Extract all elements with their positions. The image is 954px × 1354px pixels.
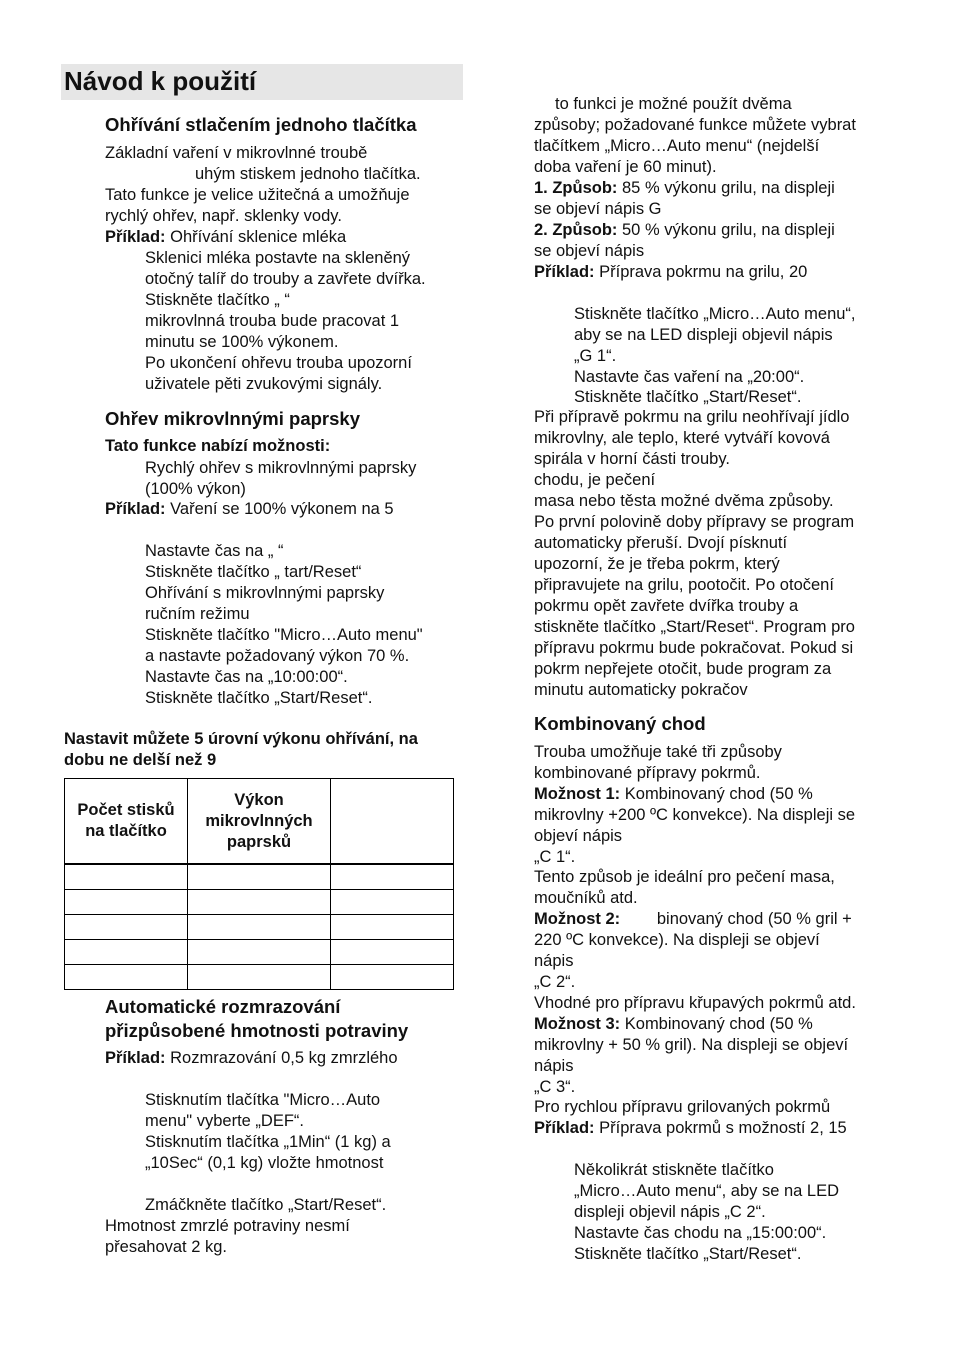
paragraph-line: Pro rychlou přípravu grilovaných pokrmů [534, 1098, 831, 1116]
step-line: Nastavte čas na „ “ [145, 542, 284, 560]
example-line [534, 262, 807, 283]
paragraph-line: mikrovlny, ale teplo, které vytváří kovová [534, 429, 830, 447]
step-line: Stiskněte tlačítko „ tart/Reset“ [145, 563, 362, 581]
step-line: Několikrát stiskněte tlačítko [574, 1161, 774, 1179]
way-label: 2. Způsob: [534, 221, 618, 239]
step-line: Po ukončení ohřevu trouba upozorní [145, 354, 412, 372]
paragraph-line: doba vaření je 60 minut). [534, 158, 717, 176]
paragraph-line: způsoby; požadované funkce můžete vybrat [534, 116, 856, 134]
step-line: Zmáčkněte tlačítko „Start/Reset“. [145, 1196, 387, 1214]
table-cell [331, 965, 454, 990]
table-cell [188, 965, 331, 990]
step-line: mikrovlnná trouba bude pracovat 1 [145, 312, 400, 330]
step-line: minutu se 100% výkonem. [145, 333, 339, 351]
step-line: Stiskněte tlačítko "Micro…Auto menu" [145, 626, 423, 644]
paragraph-line: Tato funkce je velice užitečná a umožňuje [105, 186, 410, 204]
option-label: Možnost 2: [534, 910, 621, 928]
table-cell [65, 940, 188, 965]
example-line [105, 1048, 398, 1069]
table-cell [65, 864, 188, 890]
option-text: Kombinovaný chod (50 % [620, 785, 813, 803]
paragraph-line: pokrmu opět zavřete dvířka trouby a [534, 597, 799, 615]
paragraph-line: Základní vaření v mikrovlnné troubě [105, 144, 368, 162]
power-note-line: Nastavit můžete 5 úrovní výkonu ohřívání, na [64, 730, 418, 748]
paragraph-line: nápis [534, 1057, 574, 1075]
example-line [105, 499, 394, 520]
table-cell [331, 890, 454, 915]
table-row [65, 940, 454, 965]
table-row [65, 890, 454, 915]
option-text: Kombinovaný chod (50 % [620, 1015, 813, 1033]
way-label: 1. Způsob: [534, 179, 618, 197]
power-levels-table [64, 778, 454, 990]
paragraph-line: „C 2“. [534, 973, 576, 991]
table-cell [65, 915, 188, 940]
paragraph-line: se objeví nápis G [534, 200, 662, 218]
grill-way-2 [534, 220, 835, 241]
step-line: displeji objevil nápis „C 2“. [574, 1203, 766, 1221]
step-line: „G 1“. [574, 347, 617, 365]
paragraph-line: moučníků atd. [534, 889, 638, 907]
paragraph-line: (100% výkon) [145, 480, 246, 498]
example-label: Příklad: [534, 1119, 595, 1137]
table-row [65, 915, 454, 940]
step-line: Ohřívání s mikrovlnnými paprsky [145, 584, 385, 602]
paragraph-line: kombinované přípravy pokrmů. [534, 764, 761, 782]
example-text: Příprava pokrmu na grilu, 20 [594, 263, 808, 281]
paragraph-line: mikrovlny +200 ºC konvekce). Na displeji se [534, 806, 856, 824]
table-cell [331, 940, 454, 965]
paragraph-line: 220 ºC konvekce). Na displeji se objeví [534, 931, 820, 949]
step-line: otočný talíř do trouby a zavřete dvířka. [145, 270, 426, 288]
paragraph-line: Po první polovině doby přípravy se program [534, 513, 855, 531]
table-cell [188, 890, 331, 915]
paragraph-line: pokrm nepřejete otočit, bude program za [534, 660, 832, 678]
option-2-line [534, 909, 852, 930]
table-row [65, 965, 454, 990]
subheading: Tato funkce nabízí možnosti: [105, 437, 331, 455]
paragraph-line: minutu automaticky pokračov [534, 681, 748, 699]
step-line: Nastavte čas na „10:00:00“. [145, 668, 348, 686]
step-line: Stisknutím tlačítka „1Min“ (1 kg) a [145, 1133, 391, 1151]
paragraph-line: uhým stiskem jednoho tlačítka. [195, 165, 421, 183]
step-line: „10Sec“ (0,1 kg) vložte hmotnost [145, 1154, 384, 1172]
section-heading-microwave: Ohřev mikrovlnnými paprsky [105, 408, 360, 429]
table-cell [65, 965, 188, 990]
example-text: Vaření se 100% výkonem na 5 [165, 500, 394, 518]
example-text: Rozmrazování 0,5 kg zmrzlého [165, 1049, 398, 1067]
step-line: „Micro…Auto menu“, aby se na LED [574, 1182, 840, 1200]
option-text: binovaný chod (50 % gril + [620, 910, 852, 928]
step-line: Stiskněte tlačítko „Start/Reset“. [145, 689, 373, 707]
paragraph-line: stiskněte tlačítko „Start/Reset“. Program pro [534, 618, 855, 636]
table-cell [188, 915, 331, 940]
table-header-blank [331, 779, 454, 865]
paragraph-line: Vhodné pro přípravu křupavých pokrmů atd. [534, 994, 856, 1012]
paragraph-line: automaticky přeruší. Dvojí písknutí [534, 534, 788, 552]
option-label: Možnost 1: [534, 785, 621, 803]
step-line: Stiskněte tlačítko „Micro…Auto menu“, [574, 305, 856, 323]
example-label: Příklad: [534, 263, 595, 281]
step-line: Sklenici mléka postavte na skleněný [145, 249, 411, 267]
paragraph-line: Tento způsob je ideální pro pečení masa, [534, 868, 835, 886]
example-line [105, 227, 346, 248]
way-text: 85 % výkonu grilu, na displeji [617, 179, 835, 197]
example-label: Příklad: [105, 228, 166, 246]
step-line: uživatele pěti zvukovými signály. [145, 375, 383, 393]
paragraph-line: Při přípravě pokrmu na grilu neohřívají jídlo [534, 408, 850, 426]
step-line: Stiskněte tlačítko „Start/Reset“. [574, 1245, 802, 1263]
table-header-power: Výkon mikrovlnných paprsků [188, 779, 331, 865]
paragraph-line: mikrovlny + 50 % gril). Na displeji se objeví [534, 1036, 849, 1054]
option-3-line [534, 1014, 813, 1035]
table-row [65, 864, 454, 890]
paragraph-line: se objeví nápis [534, 242, 645, 260]
paragraph-line: rychlý ohřev, např. sklenky vody. [105, 207, 342, 225]
power-note-line: dobu ne delší než 9 [64, 751, 217, 769]
step-line: Nastavte čas vaření na „20:00“. [574, 368, 805, 386]
section-heading-combo: Kombinovaný chod [534, 713, 706, 734]
paragraph-line: upozorní, že je třeba pokrm, který [534, 555, 780, 573]
paragraph-line: nápis [534, 952, 574, 970]
example-text: Příprava pokrmů s možností 2, 15 [594, 1119, 847, 1137]
way-text: 50 % výkonu grilu, na displeji [617, 221, 835, 239]
step-line: a nastavte požadovaný výkon 70 %. [145, 647, 410, 665]
option-label: Možnost 3: [534, 1015, 621, 1033]
paragraph-line: spirála v horní části trouby. [534, 450, 730, 468]
step-line: Stiskněte tlačítko „Start/Reset“. [574, 388, 802, 406]
step-line: ručním režimu [145, 605, 250, 623]
paragraph-line: „C 1“. [534, 848, 576, 866]
paragraph-line: Rychlý ohřev s mikrovlnnými paprsky [145, 459, 417, 477]
table-cell [188, 940, 331, 965]
step-line: Stisknutím tlačítka "Micro…Auto [145, 1091, 381, 1109]
page-title: Návod k použití [64, 66, 257, 96]
table-header-presses: Počet stisků na tlačítko [65, 779, 188, 865]
example-line [534, 1118, 847, 1139]
paragraph-line: to funkci je možné použít dvěma [555, 95, 792, 113]
paragraph-line: přípravu pokrmu bude pokračovat. Pokud si [534, 639, 854, 657]
table-cell [331, 864, 454, 890]
paragraph-line: Trouba umožňuje také tři způsoby [534, 743, 782, 761]
example-label: Příklad: [105, 500, 166, 518]
example-label: Příklad: [105, 1049, 166, 1067]
example-text: Ohřívání sklenice mléka [165, 228, 347, 246]
paragraph-line: objeví nápis [534, 827, 623, 845]
paragraph-line: připravujete na grilu, pootočit. Po otočení [534, 576, 834, 594]
table-cell [331, 915, 454, 940]
paragraph-line: „C 3“. [534, 1078, 576, 1096]
paragraph-line: chodu, je pečení [534, 471, 656, 489]
step-line: Stiskněte tlačítko „ “ [145, 291, 290, 309]
section-heading-one-touch: Ohřívání stlačením jednoho tlačítka [105, 114, 417, 135]
step-line: Nastavte čas chodu na „15:00:00“. [574, 1224, 827, 1242]
step-line: menu" vyberte „DEF“. [145, 1112, 304, 1130]
table-header-row [65, 779, 454, 865]
paragraph-line: masa nebo těsta možné dvěma způsoby. [534, 492, 834, 510]
paragraph-line: tlačítkem „Micro…Auto menu“ (nejdelší [534, 137, 820, 155]
option-1-line [534, 784, 813, 805]
paragraph-line: přesahovat 2 kg. [105, 1238, 227, 1256]
table-cell [65, 890, 188, 915]
section-heading-defrost: Automatické rozmrazování [105, 996, 341, 1017]
step-line: aby se na LED displeji objevil nápis [574, 326, 833, 344]
grill-way-1 [534, 178, 835, 199]
section-heading-defrost-2: přizpůsobené hmotnosti potraviny [105, 1020, 409, 1041]
table-cell [188, 864, 331, 890]
paragraph-line: Hmotnost zmrzlé potraviny nesmí [105, 1217, 350, 1235]
